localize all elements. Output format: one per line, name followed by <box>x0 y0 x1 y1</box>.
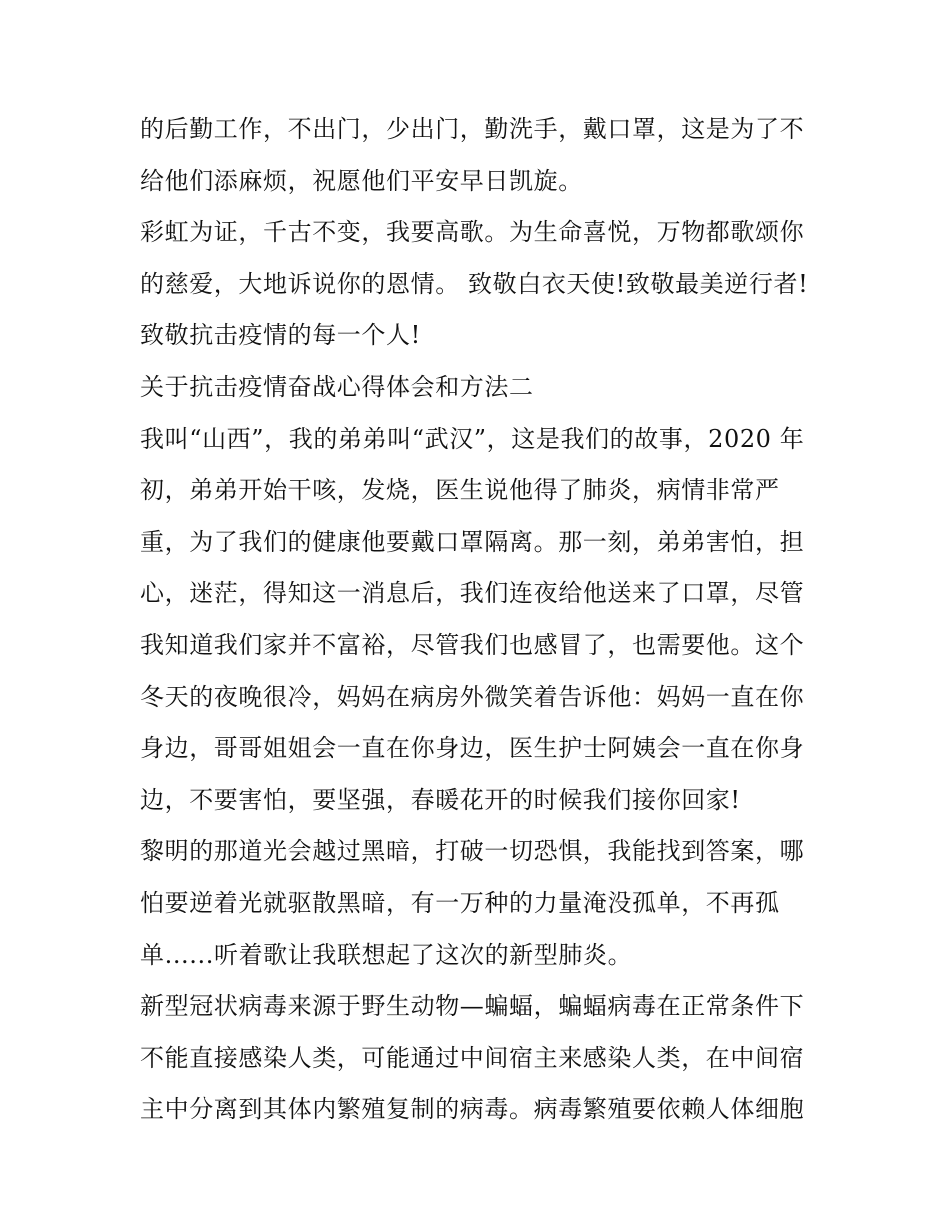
text-line: 心，迷茫，得知这一消息后，我们连夜给他送来了口罩，尽管 <box>140 579 805 608</box>
text-line: 我知道我们家并不富裕，尽管我们也感冒了，也需要他。这个 <box>140 630 805 659</box>
text-line: 怕要逆着光就驱散黑暗，有一万种的力量淹没孤单，不再孤 <box>140 888 780 917</box>
text-line: 的后勤工作，不出门，少出门，勤洗手，戴口罩，这是为了不 <box>140 115 805 143</box>
text-line: 我叫“山西”，我的弟弟叫“武汉”，这是我们的故事，2020 年 <box>140 424 805 453</box>
text-line: 重，为了我们的健康他要戴口罩隔离。那一刻，弟弟害怕，担 <box>140 527 805 556</box>
text-line: 的慈爱，大地诉说你的恩情。 致敬白衣天使!致敬最美逆行者! <box>140 269 809 298</box>
text-line: 单......听着歌让我联想起了这次的新型肺炎。 <box>140 940 633 969</box>
document-body <box>140 104 820 1136</box>
text-line: 冬天的夜晚很冷，妈妈在病房外微笑着告诉他：妈妈一直在你 <box>140 682 805 711</box>
text-line: 新型冠状病毒来源于野生动物—蝙蝠，蝙蝠病毒在正常条件下 <box>140 992 805 1021</box>
text-line: 黎明的那道光会越过黑暗，打破一切恐惧，我能找到答案，哪 <box>140 837 805 866</box>
text-line: 致敬抗击疫情的每一个人! <box>140 321 421 350</box>
text-line: 身边，哥哥姐姐会一直在你身边，医生护士阿姨会一直在你身 <box>140 734 805 763</box>
text-line: 主中分离到其体内繁殖复制的病毒。病毒繁殖要依赖人体细胞 <box>140 1095 805 1124</box>
text-line: 边，不要害怕，要坚强，春暖花开的时候我们接你回家! <box>140 785 741 814</box>
text-line: 彩虹为证，千古不变，我要高歌。为生命喜悦，万物都歌颂你 <box>140 218 805 247</box>
section-heading: 关于抗击疫情奋战心得体会和方法二 <box>140 372 534 401</box>
text-line: 初，弟弟开始干咳，发烧，医生说他得了肺炎，病情非常严 <box>140 476 780 505</box>
text-line: 给他们添麻烦，祝愿他们平安早日凯旋。 <box>140 166 583 195</box>
text-line: 不能直接感染人类，可能通过中间宿主来感染人类，在中间宿 <box>140 1043 805 1072</box>
